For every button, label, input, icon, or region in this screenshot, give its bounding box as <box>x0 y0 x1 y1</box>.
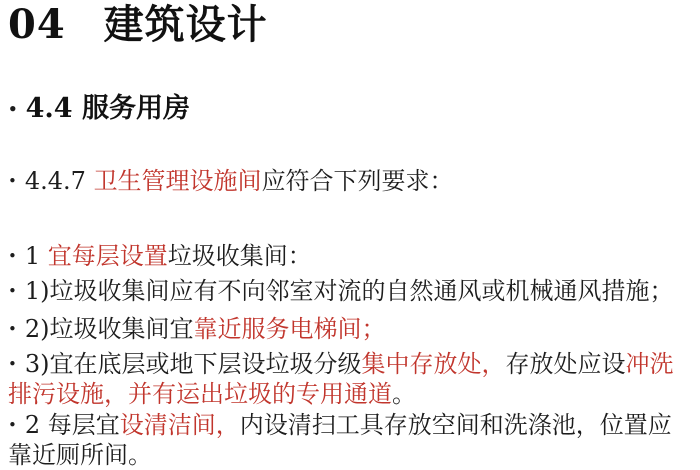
bullet-icon: • <box>8 320 17 338</box>
bullet-icon: • <box>8 247 17 265</box>
item-number: 2 每层宜 <box>24 411 120 439</box>
highlighted-phrase: 冲洗排污设施，并有运出垃圾的专用通道 <box>8 350 674 408</box>
sub-item-1 <box>8 276 692 306</box>
bullet-icon: • <box>8 100 18 118</box>
bullet-icon: • <box>8 355 17 373</box>
sub-item-2 <box>8 314 692 344</box>
title-number: 04 <box>8 1 66 48</box>
highlighted-phrase: 卫生管理设施间 <box>93 167 262 195</box>
clause-number-and-text: 4.4.7 <box>24 167 94 195</box>
item-text: 内设清扫工具存放空间和洗涤池，位置应靠近厕所间。 <box>8 411 672 469</box>
page-title <box>8 0 692 48</box>
sub-item-text: 1)垃圾收集间应有不向邻室对流的自然通风或机械通风措施； <box>24 277 674 305</box>
sub-item-3 <box>8 349 692 409</box>
item-text: 垃圾收集间： <box>167 242 312 270</box>
highlighted-phrase: 集中存放处， <box>361 350 506 378</box>
sub-item-text: 3)宜在底层或地下层设垃圾分级 <box>24 350 362 378</box>
sub-item-text: 存放处应设 <box>505 350 626 378</box>
bullet-icon: • <box>8 172 17 190</box>
clause-text: 应符合下列要求： <box>261 167 454 195</box>
item-number: 1 <box>24 242 48 270</box>
clause-4-4-7 <box>8 166 692 196</box>
list-item-1 <box>8 241 692 271</box>
sub-item-text: 。 <box>392 380 416 408</box>
section-heading-label: 4.4 服务用房 <box>25 93 190 124</box>
title-text: 建筑设计 <box>103 1 268 48</box>
highlighted-phrase: 设清洁间， <box>119 411 240 439</box>
bullet-icon: • <box>8 282 17 300</box>
highlighted-phrase: 宜每层设置 <box>47 242 168 270</box>
highlighted-phrase: 靠近服务电梯间； <box>193 315 386 343</box>
sub-item-text: 2)垃圾收集间宜 <box>24 315 194 343</box>
list-item-2 <box>8 410 692 470</box>
bullet-icon: • <box>8 416 17 434</box>
section-heading-4-4 <box>8 92 692 126</box>
